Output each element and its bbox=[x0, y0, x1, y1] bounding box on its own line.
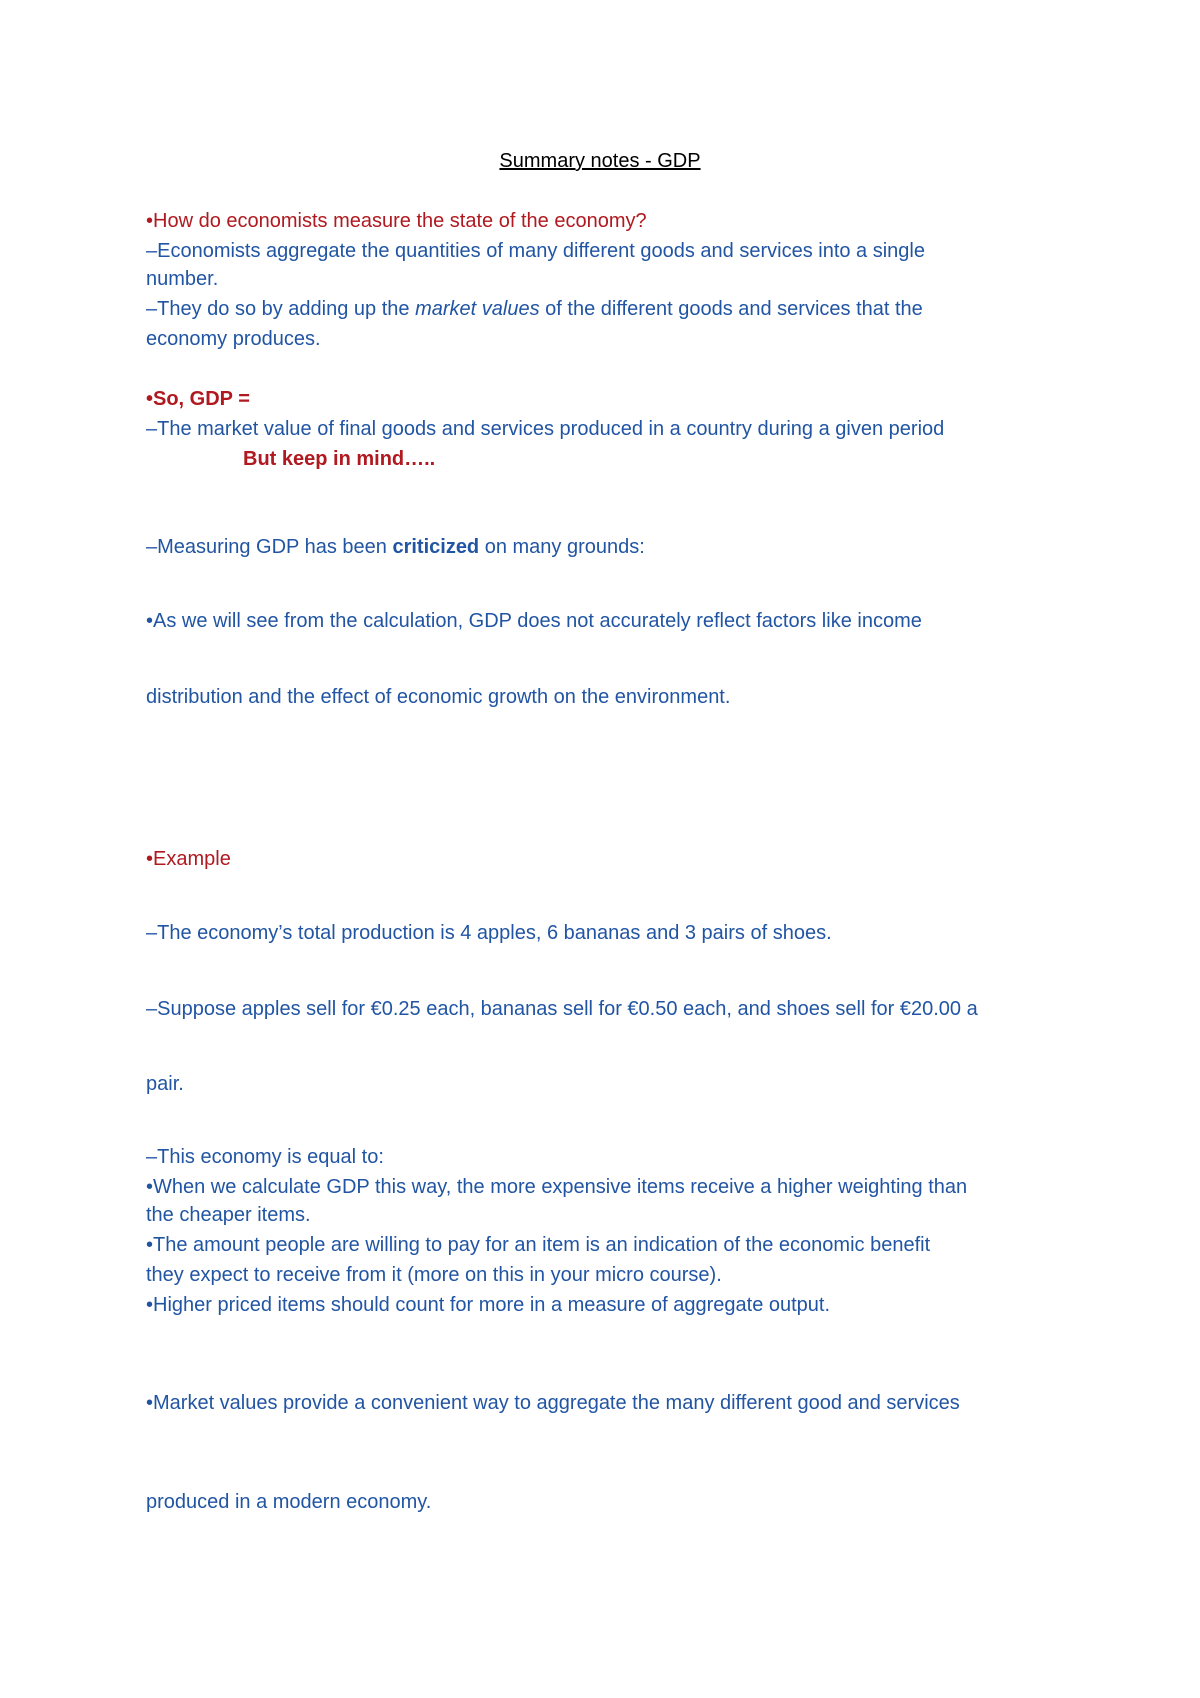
criticized-pre: –Measuring GDP has been bbox=[146, 536, 393, 558]
adding-line-1 bbox=[146, 298, 923, 321]
criticized-post: on many grounds: bbox=[479, 536, 645, 558]
production-line: –The economy’s total production is 4 apples, 6 bananas and 3 pairs of shoes. bbox=[146, 922, 832, 944]
aggregate-line-2: number. bbox=[146, 268, 219, 290]
adding-pre: –They do so by adding up the bbox=[146, 298, 416, 320]
gdp-definition: –The market value of final goods and services produced in a country during a given period bbox=[146, 418, 945, 440]
adding-line-2: economy produces. bbox=[146, 328, 321, 350]
adding-post: of the different goods and services that the bbox=[539, 298, 923, 320]
willing-to-pay-line-2: they expect to receive from it (more on this in your micro course). bbox=[146, 1264, 722, 1286]
prices-line-1: –Suppose apples sell for €0.25 each, bananas sell for €0.50 each, and shoes sell for €20.00 a bbox=[146, 998, 978, 1020]
market-values-emphasis: market values bbox=[415, 298, 540, 320]
willing-to-pay-line-1: •The amount people are willing to pay for an item is an indication of the economic benefit bbox=[146, 1234, 931, 1256]
criticized-bold: criticized bbox=[392, 536, 480, 558]
page-title: Summary notes - GDP bbox=[499, 150, 701, 172]
weighting-line-2: the cheaper items. bbox=[146, 1204, 311, 1226]
weighting-line-1: •When we calculate GDP this way, the more expensive items receive a higher weighting than bbox=[146, 1176, 968, 1198]
market-values-line-2: produced in a modern economy. bbox=[146, 1491, 432, 1513]
calculation-line-1: •As we will see from the calculation, GDP does not accurately reflect factors like income bbox=[146, 610, 922, 632]
market-values-line-1: •Market values provide a convenient way to aggregate the many different good and services bbox=[146, 1392, 960, 1414]
equal-to-line: –This economy is equal to: bbox=[146, 1146, 384, 1168]
higher-priced-line: •Higher priced items should count for more in a measure of aggregate output. bbox=[146, 1294, 831, 1316]
example-heading: •Example bbox=[146, 848, 231, 870]
question-heading: •How do economists measure the state of the economy? bbox=[146, 210, 647, 232]
keep-in-mind: But keep in mind….. bbox=[243, 448, 436, 470]
gdp-heading: •So, GDP = bbox=[146, 388, 250, 410]
prices-line-2: pair. bbox=[146, 1073, 184, 1095]
aggregate-line-1: –Economists aggregate the quantities of many different goods and services into a single bbox=[146, 240, 925, 262]
calculation-line-2: distribution and the effect of economic growth on the environment. bbox=[146, 686, 731, 708]
criticized-line bbox=[146, 536, 645, 559]
